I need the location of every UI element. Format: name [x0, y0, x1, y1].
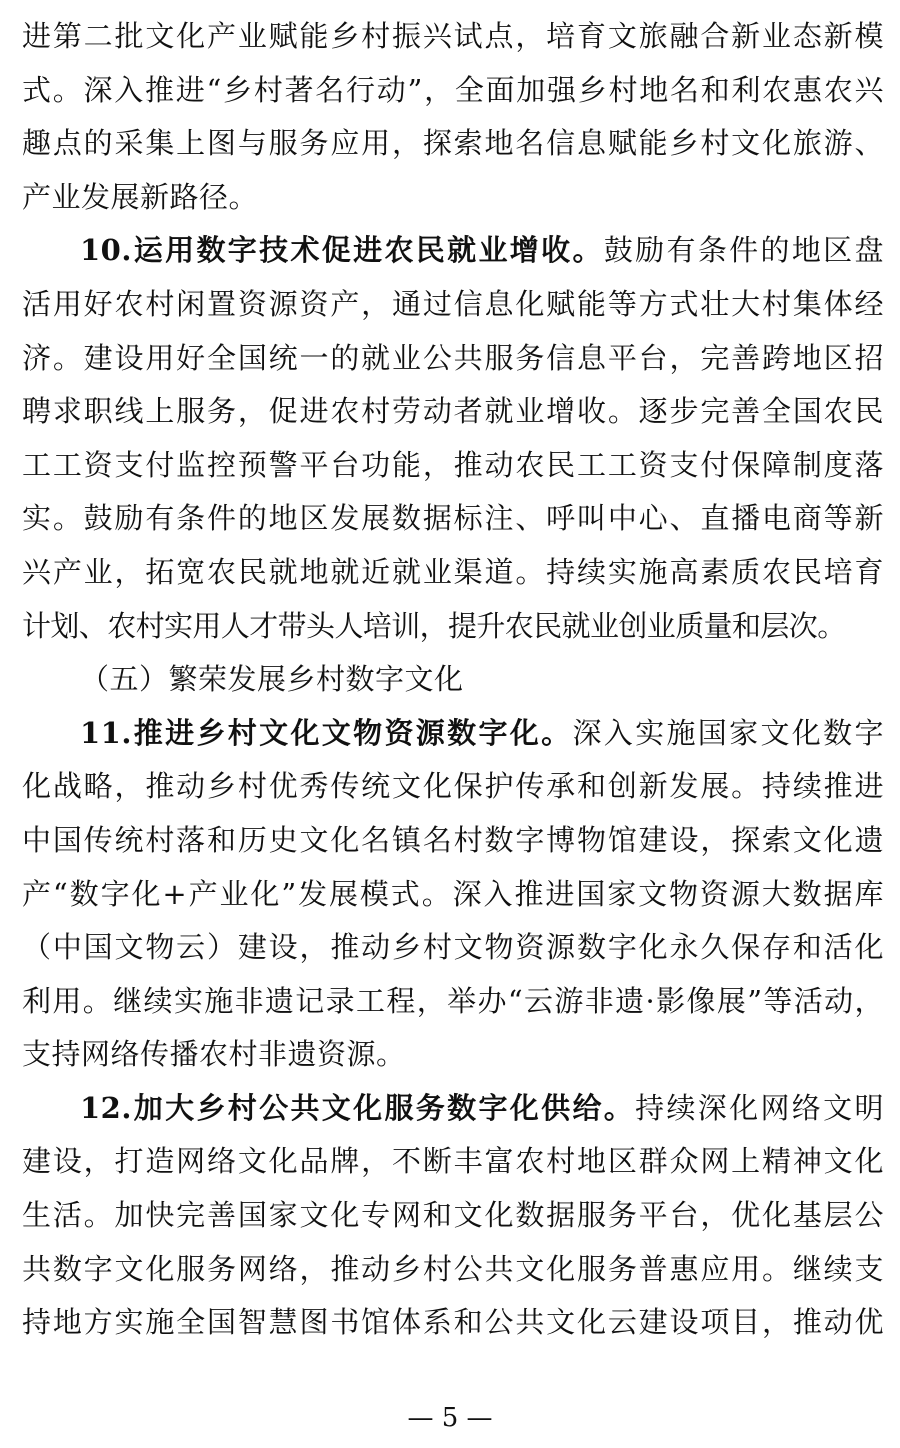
item-11-heading: 11.推进乡村文化文物资源数字化。 — [80, 715, 573, 750]
text-line: 产“数字化+产业化”发展模式。深入推进国家文物资源大数据库 — [22, 876, 884, 911]
item-10-first-line — [22, 224, 884, 278]
text-line: 产业发展新路径。 — [22, 179, 259, 214]
text-line: 工工资支付监控预警平台功能，推动农民工工资支付保障制度落 — [22, 447, 884, 482]
item-11-first-text: 深入实施国家文化数字 — [572, 715, 884, 750]
text-line: 聘求职线上服务，促进农村劳动者就业增收。逐步完善全国农民 — [22, 394, 884, 429]
text-line: 实。鼓励有条件的地区发展数据标注、呼叫中心、直播电商等新 — [22, 501, 884, 536]
text-line: 计划、农村实用人才带头人培训，提升农民就业创业质量和层次。 — [22, 608, 846, 643]
text-line: 济。建设用好全国统一的就业公共服务信息平台，完善跨地区招 — [22, 340, 884, 375]
item-12-first-line — [22, 1082, 884, 1136]
item-12-first-text: 持续深化网络文明 — [635, 1090, 884, 1125]
page-number: — 5 — — [407, 1403, 493, 1433]
text-line: 进第二批文化产业赋能乡村振兴试点，培育文旅融合新业态新模 — [22, 19, 884, 53]
text-line: （中国文物云）建设，推动乡村文物资源数字化永久保存和活化 — [22, 930, 884, 965]
item-10-first-text: 鼓励有条件的地区盘 — [603, 233, 884, 268]
text-line: 支持网络传播农村非遗资源。 — [22, 1037, 406, 1072]
text-line: 建设，打造网络文化品牌，不断丰富农村地区群众网上精神文化 — [22, 1144, 884, 1179]
text-line: 共数字文化服务网络，推动乡村公共文化服务普惠应用。继续支 — [22, 1251, 884, 1286]
text-line: 活用好农村闲置资源资产，通过信息化赋能等方式壮大村集体经 — [22, 286, 884, 321]
item-12-heading: 12.加大乡村公共文化服务数字化供给。 — [80, 1090, 636, 1125]
text-line: 生活。加快完善国家文化专网和文化数据服务平台，优化基层公 — [22, 1198, 884, 1233]
text-line: 趣点的采集上图与服务应用，探索地名信息赋能乡村文化旅游、 — [22, 126, 884, 161]
text-line: 利用。继续实施非遗记录工程，举办“云游非遗·影像展”等活动， — [22, 983, 884, 1018]
text-line: 中国传统村落和历史文化名镇名村数字博物馆建设，探索文化遗 — [22, 822, 884, 857]
item-10-heading: 10.运用数字技术促进农民就业增收。 — [80, 233, 604, 268]
item-11-first-line — [22, 707, 884, 761]
document-page — [22, 10, 884, 1350]
section-heading: （五）繁荣发展乡村数字文化 — [80, 662, 464, 697]
text-line: 持地方实施全国智慧图书馆体系和公共文化云建设项目，推动优 — [22, 1305, 884, 1340]
text-line: 兴产业，拓宽农民就地就近就业渠道。持续实施高素质农民培育 — [22, 554, 884, 589]
text-line: 化战略，推动乡村优秀传统文化保护传承和创新发展。持续推进 — [22, 769, 884, 804]
text-line: 式。深入推进“乡村著名行动”，全面加强乡村地名和利农惠农兴 — [22, 72, 884, 107]
